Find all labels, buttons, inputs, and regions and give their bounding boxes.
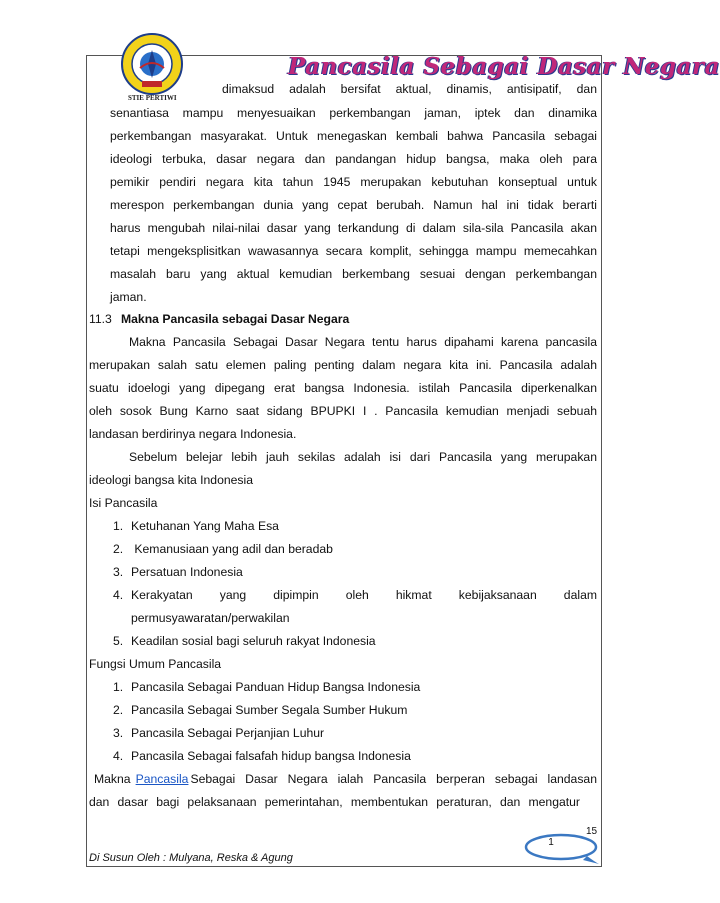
logo-caption: STIE PERTIWI bbox=[128, 94, 177, 102]
body-line: tetapi mengeksplisitkan wawasannya secara komplit, sehingga mampu memecahkan bbox=[110, 244, 597, 258]
body-line: ideologi terbuka, dasar negara dan pandangan hidup bangsa, maka oleh para bbox=[110, 152, 597, 166]
list-item: Kemanusiaan yang adil dan beradab bbox=[131, 542, 333, 556]
isi-title: Isi Pancasila bbox=[89, 496, 158, 510]
list-item: Keadilan sosial bagi seluruh rakyat Indonesia bbox=[131, 634, 376, 648]
list-item: Pancasila Sebagai falsafah hidup bangsa Indonesia bbox=[131, 749, 411, 763]
section-number: 11.3 bbox=[89, 312, 112, 326]
paragraph-line: oleh sosok Bung Karno saat sidang BPUPKI I . Pancasila kemudian menjadi sebuah bbox=[89, 404, 597, 418]
list-item-number: 3. bbox=[113, 726, 124, 740]
document-banner-title: Pancasila Sebagai Dasar Negara bbox=[288, 53, 720, 80]
paragraph-line: suatu idoelogi yang dipegang erat bangsa Indonesia. istilah Pancasila diperkenalkan bbox=[89, 381, 597, 395]
list-item-number: 5. bbox=[113, 634, 124, 648]
list-item-number: 2. bbox=[113, 703, 124, 717]
list-item: Pancasila Sebagai Panduan Hidup Bangsa Indonesia bbox=[131, 680, 421, 694]
paragraph-line: landasan berdirinya negara Indonesia. bbox=[89, 427, 297, 441]
list-item: Pancasila Sebagai Sumber Segala Sumber Hukum bbox=[131, 703, 408, 717]
paragraph-line: dan dasar bagi pelaksanaan pemerintahan, membentukan peraturan, dan mengatur bbox=[89, 795, 580, 809]
paragraph-line: ideologi bangsa kita Indonesia bbox=[89, 473, 253, 487]
list-item-number: 4. bbox=[113, 588, 124, 602]
body-line: dimaksud adalah bersifat aktual, dinamis, antisipatif, dan bbox=[222, 82, 597, 96]
body-line: perkembangan masyarakat. Untuk menegaskan kembali bahwa Pancasila sebagai bbox=[110, 129, 597, 143]
list-item-continuation: permusyawaratan/perwakilan bbox=[131, 611, 290, 625]
footer-credit: Di Susun Oleh : Mulyana, Reska & Agung bbox=[89, 852, 293, 864]
list-item: Ketuhanan Yang Maha Esa bbox=[131, 519, 279, 533]
paragraph-line: Sebelum belejar lebih jauh sekilas adalah isi dari Pancasila yang merupakan bbox=[129, 450, 597, 464]
paragraph-word: Makna bbox=[94, 772, 131, 786]
list-item-number: 2. bbox=[113, 542, 124, 556]
body-line: masalah baru yang aktual kemudian berkembang sesuai dengan perkembangan bbox=[110, 267, 597, 281]
pancasila-link[interactable]: Pancasila bbox=[135, 772, 189, 786]
body-line: senantiasa mampu menyesuaikan perkembangan jaman, iptek dan dinamika bbox=[110, 106, 597, 120]
page-badge-oval bbox=[523, 832, 601, 866]
body-line: pemikir pendiri negara kita tahun 1945 merupakan kebutuhan konseptual untuk bbox=[110, 175, 597, 189]
body-line: harus mengubah nilai-nilai dasar yang terkandung di dalam sila-sila Pancasila akan bbox=[110, 221, 597, 235]
page-badge-number: 1 bbox=[548, 837, 554, 848]
body-line: merespon perkembangan dunia yang cepat berubah. Namun hal ini tidak berarti bbox=[110, 198, 597, 212]
paragraph-line: Makna Pancasila Sebagai Dasar Negara tentu harus dipahami karena pancasila bbox=[129, 335, 597, 349]
list-item: Pancasila Sebagai Perjanjian Luhur bbox=[131, 726, 325, 740]
list-item: Kerakyatan yang dipimpin oleh hikmat kebijaksanaan dalam bbox=[131, 588, 597, 602]
list-item-number: 1. bbox=[113, 680, 124, 694]
fungsi-title: Fungsi Umum Pancasila bbox=[89, 657, 222, 671]
page-number: 15 bbox=[586, 826, 598, 837]
body-line: jaman. bbox=[110, 290, 147, 304]
list-item: Persatuan Indonesia bbox=[131, 565, 243, 579]
section-heading: Makna Pancasila sebagai Dasar Negara bbox=[121, 312, 350, 326]
list-item-number: 1. bbox=[113, 519, 124, 533]
paragraph-line: merupakan salah satu elemen paling penting dalam negara kita ini. Pancasila adalah bbox=[89, 358, 597, 372]
paragraph-line: Sebagai Dasar Negara ialah Pancasila berperan sebagai landasan bbox=[190, 772, 597, 786]
list-item-number: 3. bbox=[113, 565, 124, 579]
list-item-number: 4. bbox=[113, 749, 124, 763]
